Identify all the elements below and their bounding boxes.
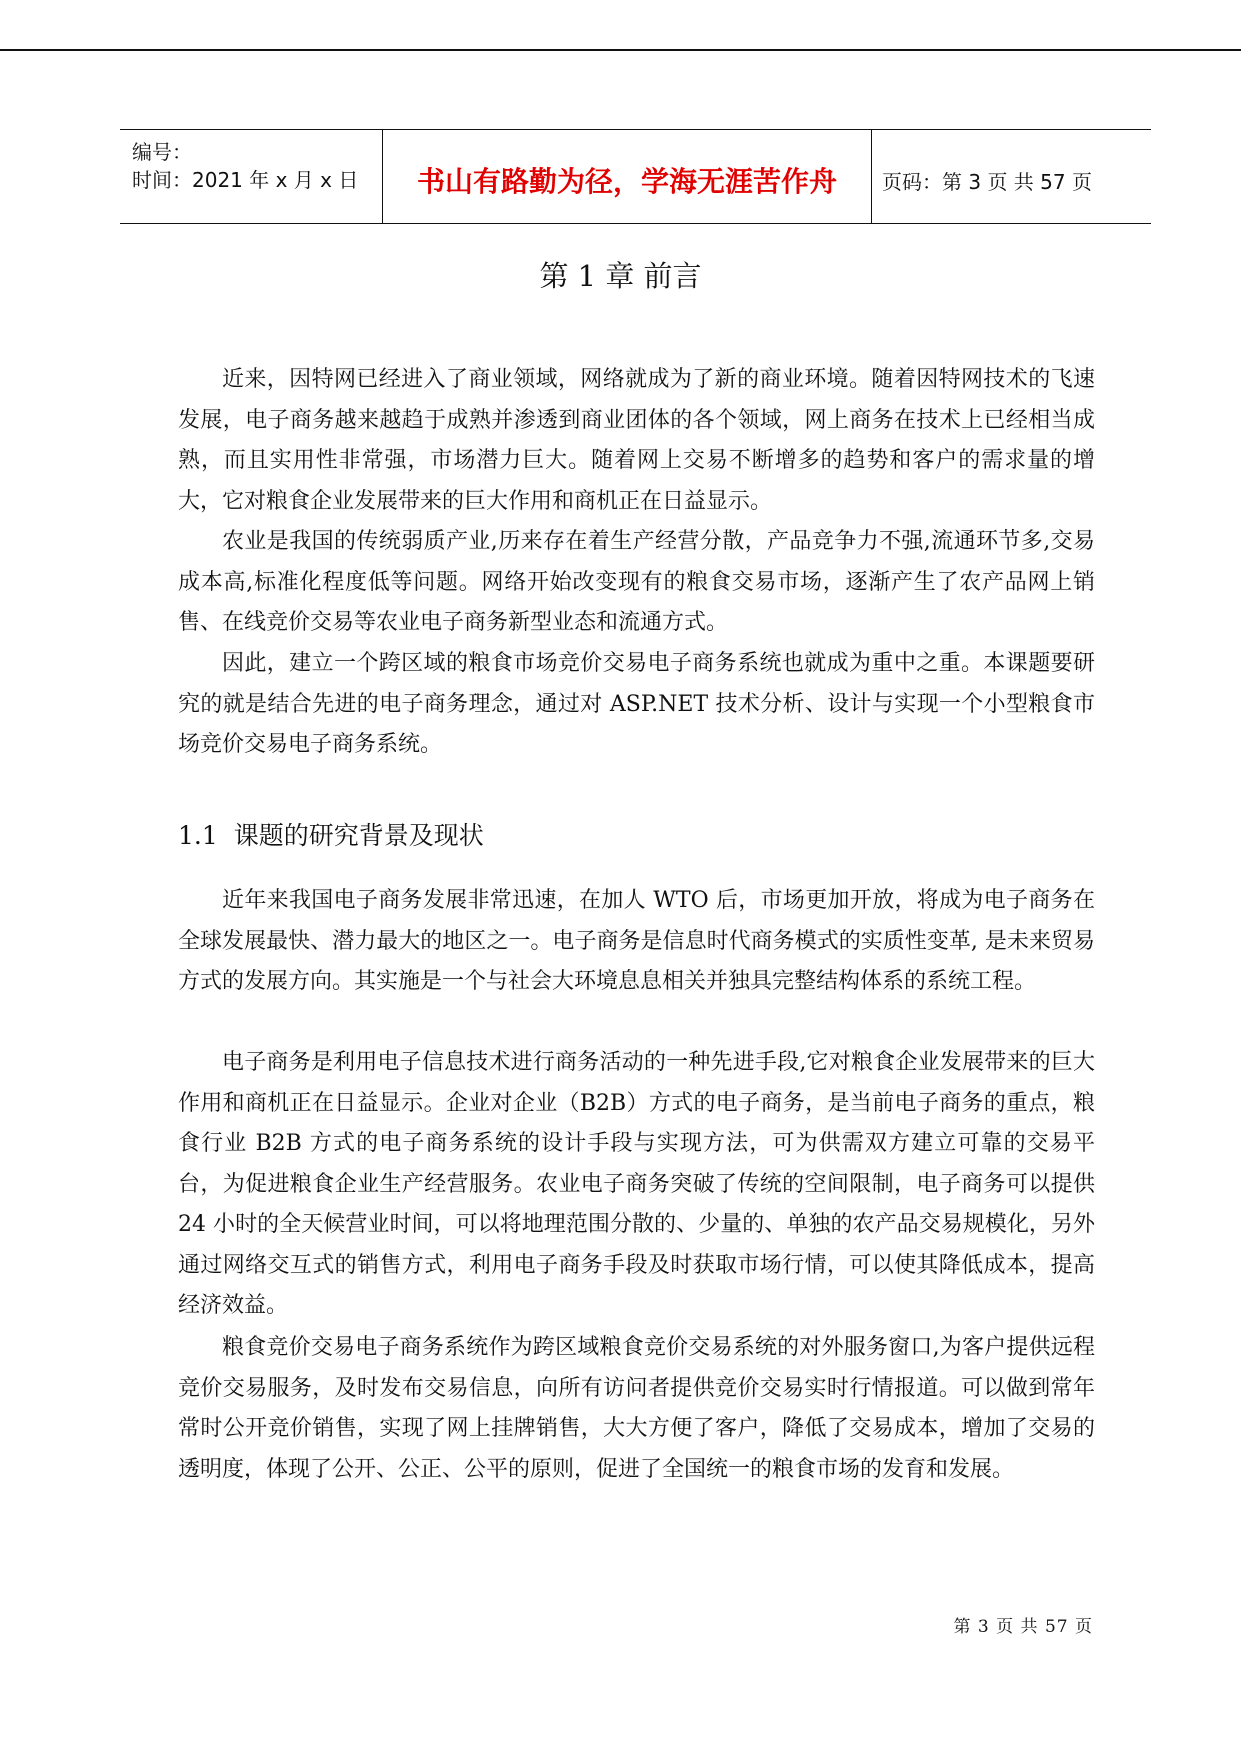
header-page-label: 页码：第 3 页 共 57 页 <box>882 170 1092 194</box>
section-paragraph-2: 电子商务是利用电子信息技术进行商务活动的一种先进手段,它对粮食企业发展带来的巨大作用和商机正在日益显示。企业对企业（B2B）方式的电子商务，是当前电子商务的重点，粮食行业 B2B 方式的电子商务系统的设计手段与实现方法，可为供需双方建立可靠的交易平台，为促进粮食企业生产经营服务。农业电子商务突破了传统的空间限制，电子商务可以提供 24 小时的全天候营业时间，可以将地理范围分散的、少量的、单独的农产品交易规模化，另外通过网络交互式的销售方式，利用电子商务手段及时获取市场行情，可以使其降低成本，提高经济效益。 <box>178 1050 1095 1318</box>
header-info-cell <box>120 130 382 223</box>
intro-paragraph-1: 近来，因特网已经进入了商业领域，网络就成为了新的商业环境。随着因特网技术的飞速发展，电子商务越来越趋于成熟并渗透到商业团体的各个领域，网上商务在技术上已经相当成熟，而且实用性非常强，市场潜力巨大。随着网上交易不断增多的趋势和客户的需求量的增大，它对粮食企业发展带来的巨大作用和商机正在日益显示。 <box>178 367 1095 514</box>
page-footer: 第 3 页 共 57 页 <box>953 1617 1093 1637</box>
top-rule <box>0 49 1241 51</box>
section-paragraph-1: 近年来我国电子商务发展非常迅速，在加人 WTO 后，市场更加开放，将成为电子商务在全球发展最快、潜力最大的地区之一。电子商务是信息时代商务模式的实质性变革, 是未来贸易方式的发展方向。其实施是一个与社会大环境息息相关并独具完整结构体系的系统工程。 <box>178 888 1095 994</box>
intro-paragraph-2: 农业是我国的传统弱质产业,历来存在着生产经营分散，产品竞争力不强,流通环节多,交易成本高,标准化程度低等问题。网络开始改变现有的粮食交易市场，逐渐产生了农产品网上销售、在线竞价交易等农业电子商务新型业态和流通方式。 <box>178 529 1095 635</box>
header-page-cell <box>872 130 1151 223</box>
section-title-text: 课题的研究背景及现状 <box>233 821 484 850</box>
motto-text: 书山有路勤为径，学海无涯苦作舟 <box>416 165 837 198</box>
time-label: 时间：2021 年 x 月 x 日 <box>132 168 359 192</box>
intro-paragraph-3: 因此，建立一个跨区域的粮食市场竞价交易电子商务系统也就成为重中之重。本课题要研究的就是结合先进的电子商务理念，通过对 ASP.NET 技术分析、设计与实现一个小型粮食市场竞价交易电子商务系统。 <box>178 651 1095 757</box>
section-heading <box>178 816 484 852</box>
section-paragraph-3: 粮食竞价交易电子商务系统作为跨区域粮食竞价交易系统的对外服务窗口,为客户提供远程竞价交易服务，及时发布交易信息，向所有访问者提供竞价交易实时行情报道。可以做到常年常时公开竞价销售，实现了网上挂牌销售，大大方便了客户，降低了交易成本，增加了交易的透明度，体现了公开、公正、公平的原则，促进了全国统一的粮食市场的发育和发展。 <box>178 1335 1095 1482</box>
chapter-title: 第 1 章 前言 <box>539 259 702 293</box>
section-number: 1.1 <box>178 821 218 850</box>
number-label: 编号： <box>132 140 192 164</box>
document-header <box>120 129 1151 224</box>
header-motto-cell <box>382 130 872 223</box>
